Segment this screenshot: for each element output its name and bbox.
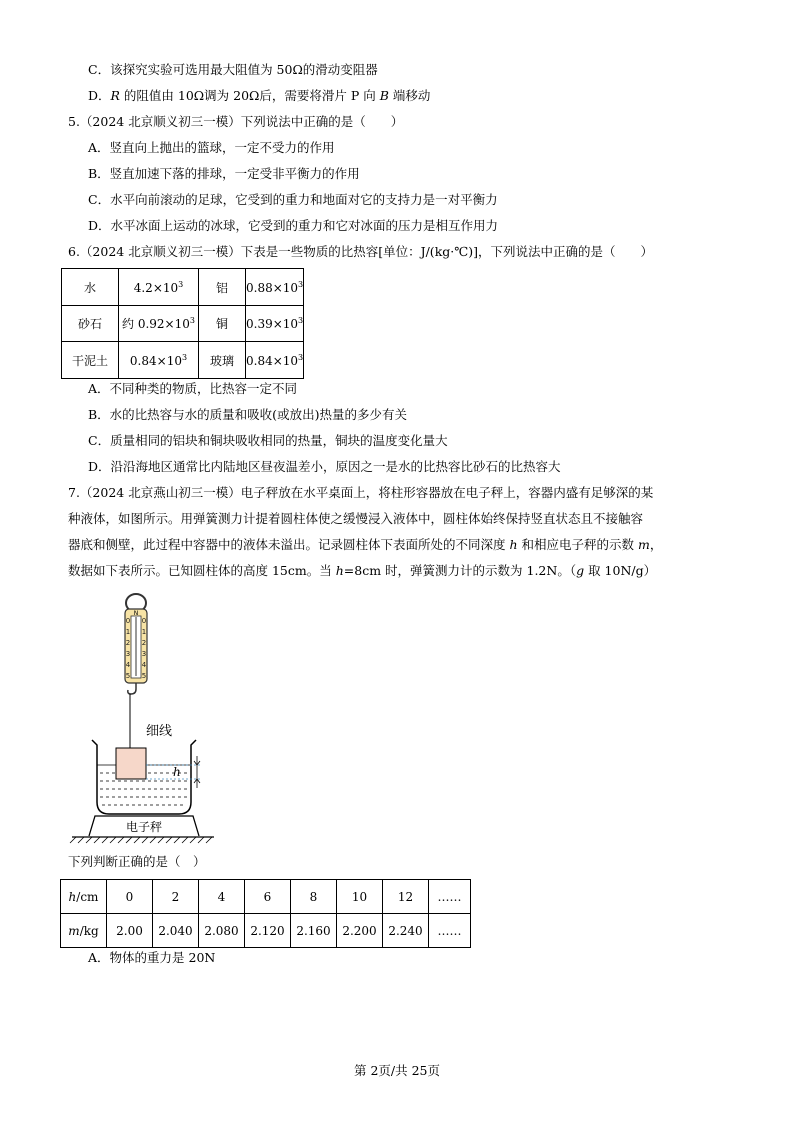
table-cell: $0.88\times 10^3$ bbox=[246, 269, 304, 306]
q5-option-a: A．竖直向上抛出的篮球，一定不受力的作用 bbox=[88, 140, 335, 155]
scale-tick-label: 2 bbox=[125, 639, 131, 647]
table-cell: 8 bbox=[291, 880, 337, 914]
scale-tick-label: 2 bbox=[141, 639, 147, 647]
q7-stem-line-2: 种液体，如图所示。用弹簧测力计提着圆柱体使之缓慢浸入液体中，圆柱体始终保持竖直状态且不接触容 bbox=[68, 511, 644, 526]
table-cell: 2.040 bbox=[153, 914, 199, 948]
table-cell: $0.84\times 10^3$ bbox=[246, 342, 304, 379]
table-cell: 4 bbox=[199, 880, 245, 914]
cylinder bbox=[116, 748, 146, 779]
spring-scale-unit: N bbox=[133, 610, 139, 617]
table-cell: $0.39\times 10^3$ bbox=[246, 306, 304, 342]
q6-option-a: A．不同种类的物质，比热容一定不同 bbox=[88, 381, 298, 396]
q7-stem-line-1: 7.（2024 北京燕山初三一模）电子秤放在水平桌面上，将柱形容器放在电子秤上，容器内盛有足够深的某 bbox=[68, 485, 654, 500]
experiment-figure bbox=[62, 590, 222, 845]
depth-label: h bbox=[173, 765, 181, 779]
table-row bbox=[62, 342, 304, 379]
q7-option-a: A．物体的重力是 20N bbox=[88, 950, 216, 965]
table-cell: 2.160 bbox=[291, 914, 337, 948]
table-cell: 6 bbox=[245, 880, 291, 914]
table-cell: 2.200 bbox=[337, 914, 383, 948]
q4-option-d: D．R 的阻值由 10Ω调为 20Ω后，需要将滑片 P 向 B 端移动 bbox=[88, 88, 431, 103]
scale-tick-label: 4 bbox=[125, 661, 131, 669]
table-cell: 铜 bbox=[199, 306, 246, 342]
scale-tick-label: 5 bbox=[125, 672, 131, 680]
table-cell: 约 $0.92\times 10^3$ bbox=[119, 306, 199, 342]
table-cell: 2 bbox=[153, 880, 199, 914]
q5-stem: 5.（2024 北京顺义初三一模）下列说法中正确的是（ ） bbox=[68, 114, 404, 129]
q6-option-b: B．水的比热容与水的质量和吸收(或放出)热量的多少有关 bbox=[88, 407, 407, 422]
page-footer: 第 2页/共 25页 bbox=[353, 1063, 441, 1078]
table-cell: 铝 bbox=[199, 269, 246, 306]
table-cell: 砂石 bbox=[62, 306, 119, 342]
table-cell: $0.84\times 10^3$ bbox=[119, 342, 199, 379]
table-row bbox=[61, 914, 471, 948]
scale-tick-label: 3 bbox=[125, 650, 131, 658]
scale-tick-label: 1 bbox=[125, 628, 131, 636]
scale-tick-label: 0 bbox=[125, 617, 131, 625]
thread-label: 细线 bbox=[146, 724, 173, 739]
scale-tick-label: 0 bbox=[141, 617, 147, 625]
table-cell: 2.00 bbox=[107, 914, 153, 948]
table-header-cell: h/cm bbox=[61, 880, 107, 914]
table-row bbox=[62, 269, 304, 306]
q4-option-c: C．该探究实验可选用最大阻值为 50Ω的滑动变阻器 bbox=[88, 62, 378, 77]
table-row bbox=[61, 880, 471, 914]
depth-mass-table bbox=[60, 879, 471, 948]
table-cell: …… bbox=[429, 880, 471, 914]
scale-tick-label: 4 bbox=[141, 661, 147, 669]
specific-heat-table bbox=[61, 268, 304, 379]
table-cell: 2.240 bbox=[383, 914, 429, 948]
table-cell: 10 bbox=[337, 880, 383, 914]
table-cell: 干泥土 bbox=[62, 342, 119, 379]
table-cell: 2.080 bbox=[199, 914, 245, 948]
q6-option-c: C．质量相同的铝块和铜块吸收相同的热量，铜块的温度变化量大 bbox=[88, 433, 448, 448]
tabletop-hatching bbox=[70, 837, 212, 843]
table-row bbox=[62, 306, 304, 342]
table-cell: $4.2\times 10^3$ bbox=[119, 269, 199, 306]
q5-option-d: D．水平冰面上运动的冰球，它受到的重力和它对冰面的压力是相互作用力 bbox=[88, 218, 499, 233]
electronic-scale-label: 电子秤 bbox=[125, 820, 163, 834]
q7-prompt: 下列判断正确的是（ ） bbox=[68, 854, 206, 869]
spring-scale-hook bbox=[128, 683, 136, 694]
q5-option-c: C．水平向前滚动的足球，它受到的重力和地面对它的支持力是一对平衡力 bbox=[88, 192, 498, 207]
table-cell: …… bbox=[429, 914, 471, 948]
table-cell: 12 bbox=[383, 880, 429, 914]
table-header-cell: m/kg bbox=[61, 914, 107, 948]
scale-tick-label: 3 bbox=[141, 650, 147, 658]
scale-tick-label: 1 bbox=[141, 628, 147, 636]
table-cell: 0 bbox=[107, 880, 153, 914]
table-cell: 玻璃 bbox=[199, 342, 246, 379]
q7-stem-line-4: 数据如下表所示。已知圆柱体的高度 15cm。当 h=8cm 时，弹簧测力计的示数为 1.2N。（g 取 10N/g） bbox=[68, 563, 657, 578]
scale-tick-label: 5 bbox=[141, 672, 147, 680]
q6-stem: 6.（2024 北京顺义初三一模）下表是一些物质的比热容[单位：J/(kg·℃)]，下列说法中正确的是（ ） bbox=[68, 244, 653, 259]
q7-stem-line-3: 器底和侧壁，此过程中容器中的液体未溢出。记录圆柱体下表面所处的不同深度 h 和相应电子秤的示数 m， bbox=[68, 537, 663, 552]
q6-option-d: D．沿沿海地区通常比内陆地区昼夜温差小，原因之一是水的比热容比砂石的比热容大 bbox=[88, 459, 561, 474]
q5-option-b: B．竖直加速下落的排球，一定受非平衡力的作用 bbox=[88, 166, 360, 181]
table-cell: 2.120 bbox=[245, 914, 291, 948]
table-cell: 水 bbox=[62, 269, 119, 306]
